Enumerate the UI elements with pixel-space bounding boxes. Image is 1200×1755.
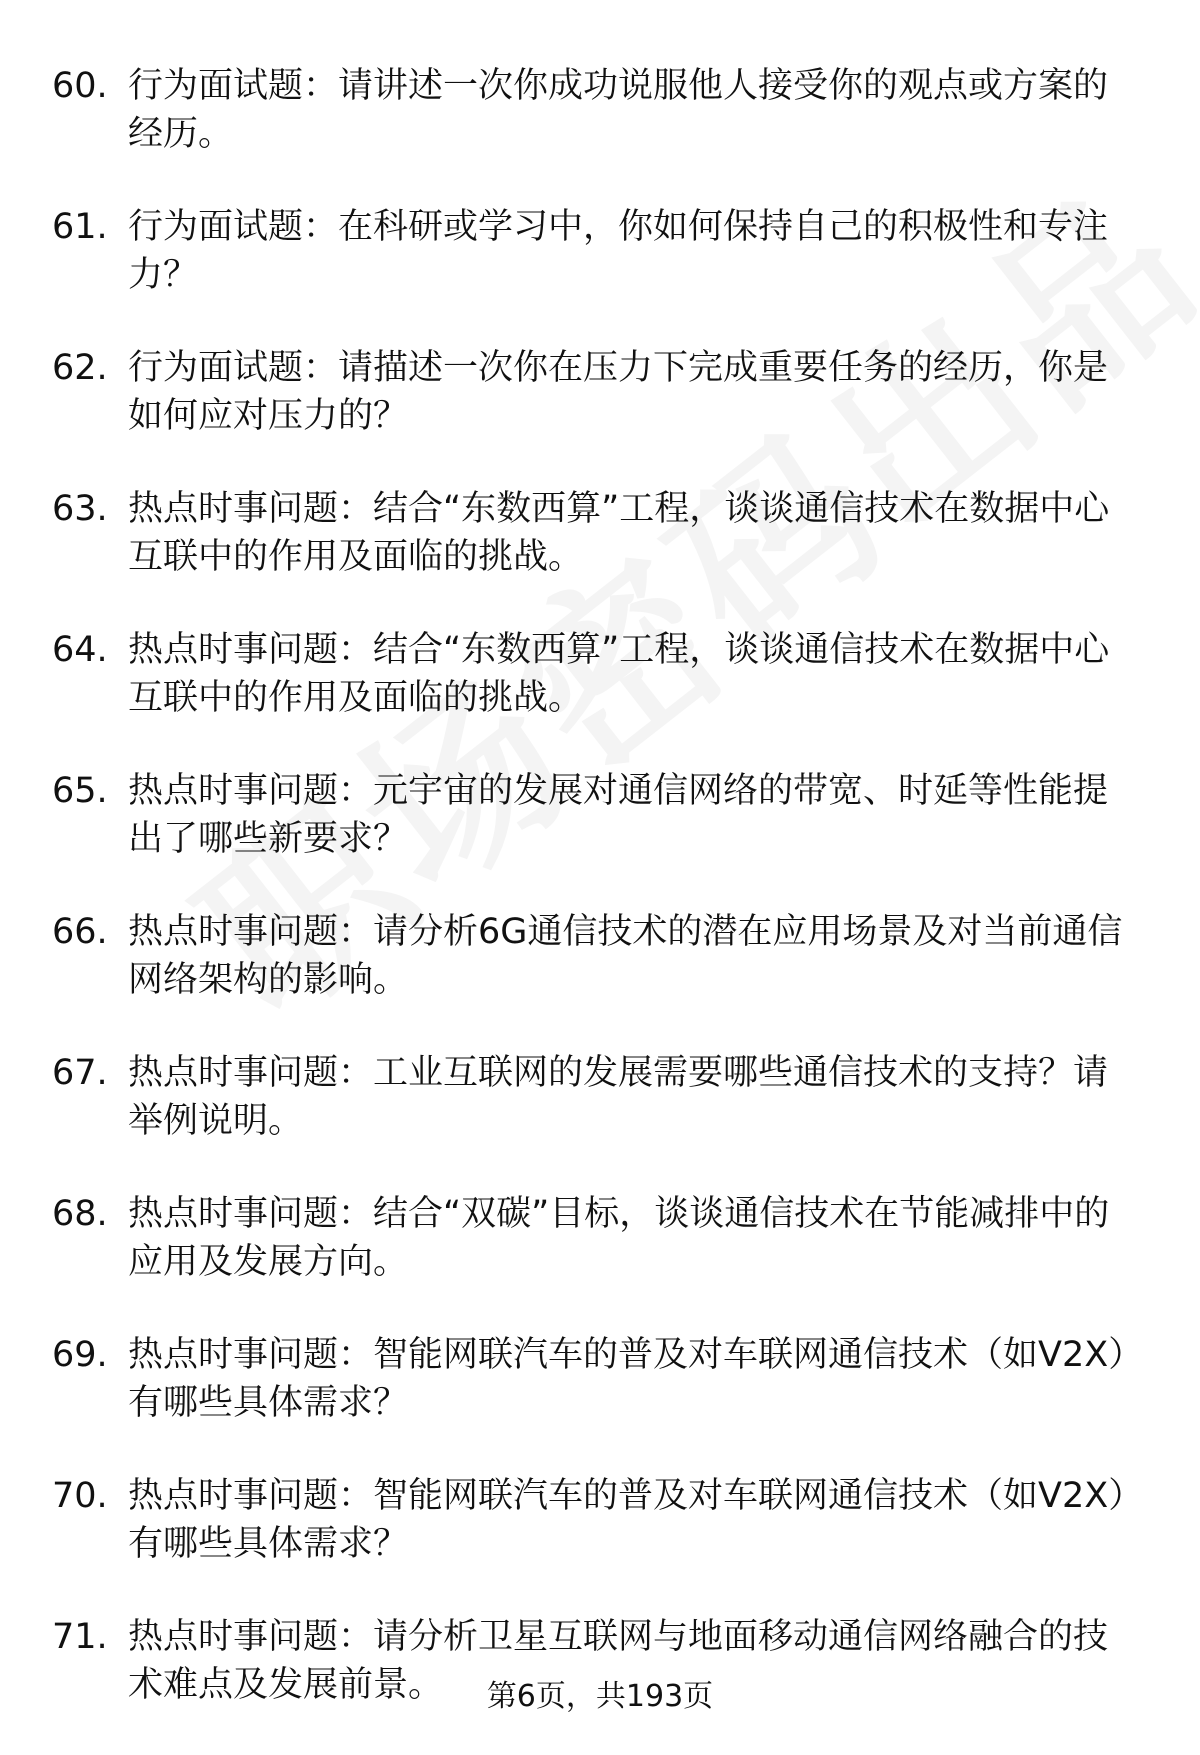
question-text: 热点时事问题：请分析6G通信技术的潜在应用场景及对当前通信网络架构的影响。 <box>128 912 1123 1000</box>
question-item <box>52 1049 1152 1145</box>
question-number: 69. <box>52 1335 108 1375</box>
question-text: 热点时事问题：结合“东数西算”工程，谈谈通信技术在数据中心互联中的作用及面临的挑战。 <box>128 489 1110 577</box>
question-text: 行为面试题：在科研或学习中，你如何保持自己的积极性和专注力？ <box>128 207 1109 295</box>
question-text: 行为面试题：请讲述一次你成功说服他人接受你的观点或方案的经历。 <box>128 66 1109 154</box>
question-item <box>52 62 1152 158</box>
question-number: 66. <box>52 912 108 952</box>
question-text: 行为面试题：请描述一次你在压力下完成重要任务的经历，你是如何应对压力的？ <box>128 348 1109 436</box>
question-text: 热点时事问题：工业互联网的发展需要哪些通信技术的支持？请举例说明。 <box>128 1053 1109 1141</box>
question-number: 63. <box>52 489 108 529</box>
question-text: 热点时事问题：智能网联汽车的普及对车联网通信技术（如V2X）有哪些具体需求？ <box>128 1335 1126 1423</box>
question-list <box>52 62 1152 1754</box>
question-item <box>52 767 1152 863</box>
question-text: 热点时事问题：结合“双碳”目标，谈谈通信技术在节能减排中的应用及发展方向。 <box>128 1194 1110 1282</box>
question-item <box>52 344 1152 440</box>
question-item <box>52 1190 1152 1286</box>
question-number: 60. <box>52 66 108 106</box>
question-item <box>52 626 1152 722</box>
question-text: 热点时事问题：智能网联汽车的普及对车联网通信技术（如V2X）有哪些具体需求？ <box>128 1476 1126 1564</box>
question-number: 70. <box>52 1476 108 1516</box>
question-item <box>52 908 1152 1004</box>
question-number: 64. <box>52 630 108 670</box>
question-number: 68. <box>52 1194 108 1234</box>
question-text: 热点时事问题：结合“东数西算”工程，谈谈通信技术在数据中心互联中的作用及面临的挑战。 <box>128 630 1110 718</box>
question-item <box>52 485 1152 581</box>
question-number: 71. <box>52 1617 108 1657</box>
page-footer: 第6页，共193页 <box>486 1679 714 1714</box>
question-item <box>52 1331 1152 1427</box>
question-item <box>52 1472 1152 1568</box>
question-number: 62. <box>52 348 108 388</box>
question-number: 61. <box>52 207 108 247</box>
question-number: 67. <box>52 1053 108 1093</box>
question-text: 热点时事问题：请分析卫星互联网与地面移动通信网络融合的技术难点及发展前景。 <box>128 1617 1109 1705</box>
question-item <box>52 203 1152 299</box>
question-text: 热点时事问题：元宇宙的发展对通信网络的带宽、时延等性能提出了哪些新要求？ <box>128 771 1109 859</box>
question-number: 65. <box>52 771 108 811</box>
